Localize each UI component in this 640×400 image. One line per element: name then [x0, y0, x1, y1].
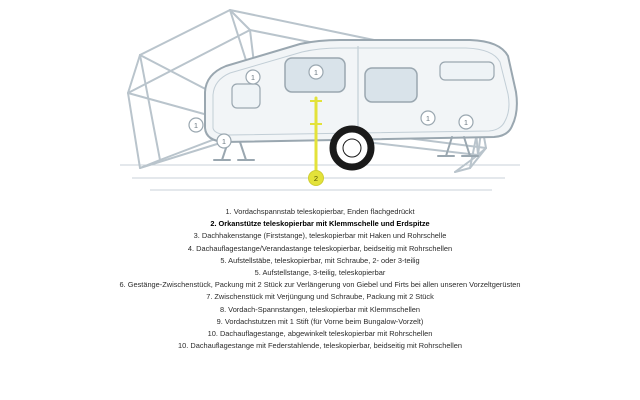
marker-label: 1 [193, 121, 199, 130]
legend-panel [0, 206, 640, 352]
marker-1-b [217, 134, 231, 148]
legend-item: 8. Vordach-Spannstangen, teleskopierbar mit Klemmschellen [219, 304, 421, 314]
marker-2-highlight [309, 171, 324, 186]
marker-label: 1 [250, 73, 256, 82]
legend-item: 5. Aufstellstäbe, teleskopierbar, mit Schraube, 2- oder 3-teilig [220, 255, 420, 265]
marker-1-c [246, 70, 260, 84]
marker-label: 1 [463, 118, 469, 127]
legend-item: 4. Dachauflagestange/Verandastange teleskopierbar, beidseitig mit Rohrschellen [187, 243, 453, 253]
legend-item: 1. Vordachspannstab teleskopierbar, Enden flachgedrückt [225, 207, 415, 216]
legend-item: 10. Dachauflagestange, abgewinkelt teleskopierbar mit Rohrschellen [207, 329, 433, 339]
marker-1-f [459, 115, 473, 129]
marker-label: 1 [221, 137, 227, 146]
marker-label: 1 [313, 68, 319, 77]
legend-item: 9. Vordachstutzen mit 1 Stift (für Vorne beim Bungalow-Vorzelt) [216, 316, 424, 326]
legend-item: 10. Dachauflagestange mit Federstahlende, teleskopierbar, beidseitig mit Rohrschellen [178, 341, 462, 351]
legend-item: 3. Dachhakenstange (Firststange), teleskopierbar mit Haken und Rohrschelle [193, 231, 447, 241]
legend-item: 2. Orkanstütze teleskopierbar mit Klemmschelle und Erdspitze [210, 219, 430, 229]
marker-1-a [189, 118, 203, 132]
marker-label: 1 [425, 114, 431, 123]
caravan-wheel [333, 129, 371, 167]
legend-list [0, 206, 640, 352]
legend-item: 7. Zwischenstück mit Verjüngung und Schraube, Packung mit 2 Stück [206, 292, 434, 302]
legend-item: 5. Aufstellstange, 3-teilig, teleskopierbar [254, 268, 386, 278]
legend-item: 6. Gestänge-Zwischenstück, Packung mit 2 Stück zur Verlängerung von Giebel und Firts bei allen unseren Vorzeltgerüsten [119, 280, 521, 290]
marker-1-d [309, 65, 323, 79]
marker-label: 2 [313, 174, 319, 183]
marker-1-e [421, 111, 435, 125]
